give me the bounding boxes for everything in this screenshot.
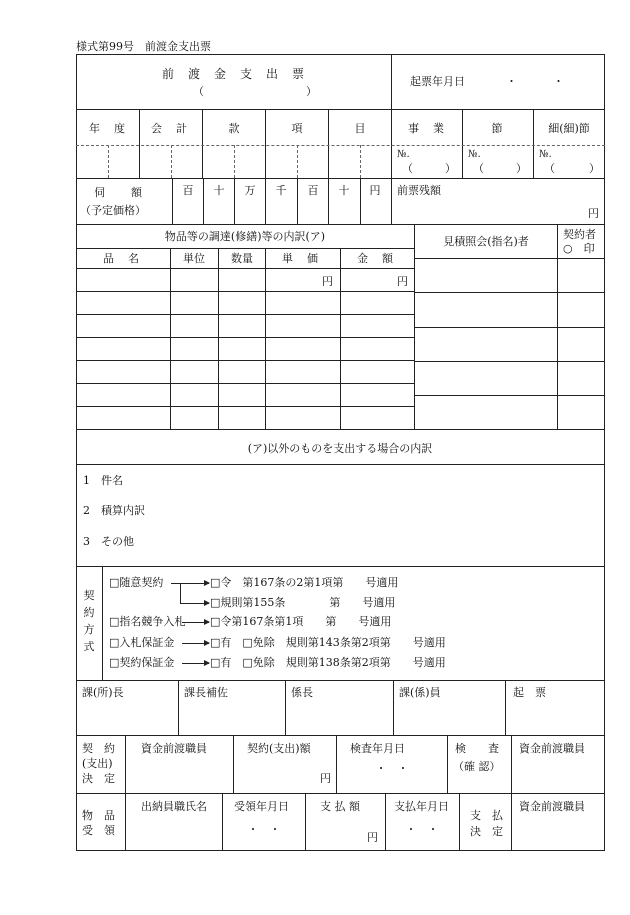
contract-decision-label: 契 約 (82, 742, 115, 755)
estimated-amount-label: 伺額 (94, 186, 168, 199)
payment-date-dots: ・ ・ (405, 823, 439, 836)
ordinance-167-2-checkbox[interactable]: □令 第167条の2第1項第 号適用 (210, 576, 399, 589)
contract-deposit-checkbox[interactable]: □契約保証金 (109, 656, 175, 669)
bid-deposit-checkbox[interactable]: □入札保証金 (109, 636, 175, 649)
assistant-chief-stamp: 課長補佐 (184, 686, 228, 699)
negotiated-contract-checkbox[interactable]: □随意契約 (109, 576, 164, 589)
receipt-date-label: 受領年月日 (234, 800, 289, 813)
payment-decision-label: 決 定 (470, 825, 503, 838)
other-label: 3 その他 (83, 535, 134, 548)
contract-decision-label: (支出) (82, 757, 113, 770)
form-title: 様式第99号 前渡金支出票 (76, 40, 211, 53)
goods-receipt-label: 受 領 (82, 824, 115, 837)
receipt-date-dots: ・ ・ (247, 823, 281, 836)
staff-stamp: 課(係)員 (399, 686, 441, 699)
remaining-balance-label: 前票残額 (397, 184, 441, 197)
col-header-account: 会計 (151, 122, 201, 135)
payment-decision-label: 支 払 (470, 809, 503, 822)
contract-method-label: 契 約 方 式 (83, 589, 95, 653)
form-heading: 前渡金支出票 (161, 67, 319, 81)
col-header-setsu: 節 (491, 122, 503, 135)
col-header-kan: 款 (228, 122, 240, 135)
items-section-title: 物品等の調達(修繕)等の内訳(ア) (164, 230, 326, 243)
contract-amount-label: 契約(支出)額 (247, 742, 311, 755)
setsu-no-label: №. (468, 149, 481, 160)
col-header-unit: 単位 (183, 252, 205, 265)
inspection-date-label: 検査年月日 (350, 742, 405, 755)
digit-yen: 円 (369, 184, 381, 197)
digit-hundred: 百 (307, 184, 319, 197)
col-header-sub-setsu: 細(細)節 (548, 122, 590, 135)
col-header-item-name: 品名 (103, 252, 153, 265)
designated-bid-checkbox[interactable]: □指名競争入札 (109, 615, 186, 628)
col-header-quantity: 数量 (231, 252, 253, 265)
issue-date-label: 起票年月日 (410, 75, 465, 88)
cost-breakdown-label: 2 積算内訳 (83, 504, 145, 517)
contract-amount-yen: 円 (320, 772, 331, 785)
paren-open: （ (544, 162, 555, 175)
col-header-project: 事業 (408, 122, 458, 135)
quote-inquiry-header: 見積照会(指名)者 (443, 235, 529, 248)
contract-decision-label: 決 定 (82, 772, 115, 785)
cashier-name-label: 出納員職氏名 (141, 800, 207, 813)
confirmation-label: （確 認） (453, 760, 501, 773)
contract-deposit-options[interactable]: □有 □免除 規則第138条第2項第 号適用 (210, 656, 446, 669)
payment-amount-label: 支 払 額 (320, 800, 360, 813)
col-header-moku: 目 (354, 122, 366, 135)
col-header-amount: 金額 (357, 252, 407, 265)
contractor-seal: ○ 印 (563, 242, 595, 255)
advance-officer-label: 資金前渡職員 (519, 800, 585, 813)
other-breakdown-title: (ア)以外のものを支出する場合の内訳 (247, 442, 433, 455)
col-header-unit-price: 単価 (282, 252, 332, 265)
ordinance-167-1-checkbox[interactable]: □令第167条第1項 第 号適用 (210, 615, 392, 628)
digit-ten: 十 (338, 184, 350, 197)
heading-paren-open: （ (193, 85, 204, 98)
remaining-yen: 円 (588, 207, 599, 220)
issue-date-dot: ・ (553, 75, 564, 88)
paren-close: ） (516, 162, 527, 175)
unit-chief-stamp: 係長 (291, 686, 313, 699)
project-no-label: №. (397, 149, 410, 160)
inspection-date-dots: ・ ・ (375, 762, 409, 775)
advance-officer-label: 資金前渡職員 (141, 742, 207, 755)
goods-receipt-label: 物 品 (82, 809, 115, 822)
paren-close: ） (445, 162, 456, 175)
digit-hundred-million: 百 (182, 184, 194, 197)
estimated-price-label: （予定価格） (80, 204, 146, 217)
advance-officer-label: 資金前渡職員 (519, 742, 585, 755)
paren-close: ） (589, 162, 600, 175)
rule-155-checkbox[interactable]: □規則第155条 第 号適用 (210, 596, 396, 609)
header-divider (391, 54, 392, 109)
amount-yen: 円 (397, 275, 408, 288)
drafter-stamp: 起 票 (513, 686, 546, 699)
unit-price-yen: 円 (322, 275, 333, 288)
section-chief-stamp: 課(所)長 (82, 686, 124, 699)
inspection-label: 検 査 (455, 742, 499, 755)
col-header-fiscal-year: 年度 (89, 122, 139, 135)
paren-open: （ (402, 162, 413, 175)
issue-date-dot: ・ (506, 75, 517, 88)
payment-amount-yen: 円 (367, 831, 378, 844)
sub-setsu-no-label: №. (539, 149, 552, 160)
item-subject-label: 1 件名 (83, 474, 123, 487)
digit-man: 万 (244, 184, 256, 197)
paren-open: （ (473, 162, 484, 175)
digit-thousand: 千 (275, 184, 287, 197)
digit-ten-million: 十 (213, 184, 225, 197)
heading-paren-close: ） (306, 85, 317, 98)
payment-date-label: 支払年月日 (394, 800, 449, 813)
contractor-label: 契約者 (563, 228, 596, 241)
col-header-kou: 項 (291, 122, 303, 135)
bid-deposit-options[interactable]: □有 □免除 規則第143条第2項第 号適用 (210, 636, 446, 649)
